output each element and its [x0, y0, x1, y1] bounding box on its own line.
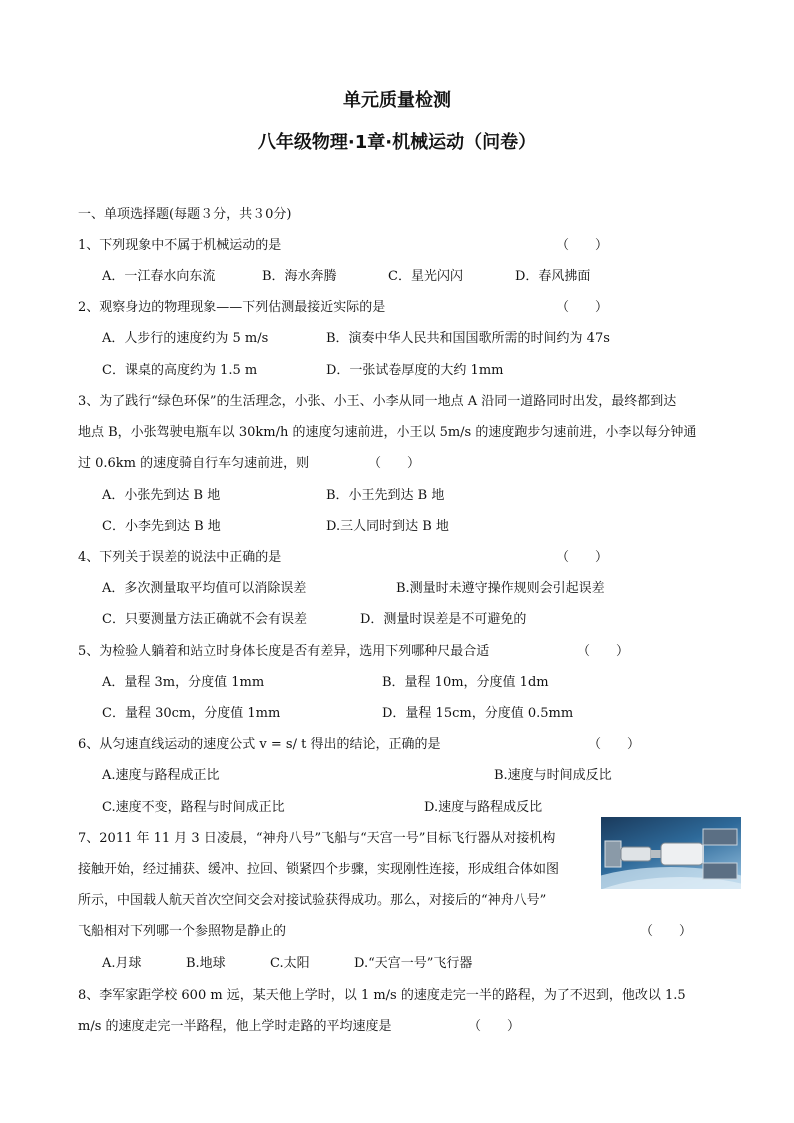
- question-4-option-a: A．多次测量取平均值可以消除误差: [102, 581, 307, 596]
- question-7-text-line-3: 所示，中国载人航天首次空间交会对接试验获得成功。那么，对接后的“神舟八号”: [78, 893, 547, 908]
- question-2-text: 2、观察身边的物理现象——下列估测最接近实际的是: [78, 300, 386, 315]
- question-3-option-b: B．小王先到达 B 地: [326, 488, 445, 503]
- question-7-option-a: A.月球: [102, 956, 142, 971]
- docking-port-shape: [651, 850, 661, 858]
- question-6-option-d: D.速度与路程成反比: [424, 800, 543, 815]
- question-5-text: 5、为检验人躺着和站立时身体长度是否有差异，选用下列哪种尺最合适: [78, 644, 490, 659]
- page-subtitle: 八年级物理·1章·机械运动（问卷）: [257, 132, 537, 153]
- question-7-option-c: C.太阳: [270, 956, 310, 971]
- question-3-text-line-2: 地点 B，小张驾驶电瓶车以 30km/h 的速度匀速前进，小王以 5m/s 的速度跑步匀速前进，小李以每分钟通: [78, 425, 697, 440]
- solar-panel-right-bottom-shape: [703, 863, 737, 879]
- question-1-option-c: C．星光闪闪: [388, 269, 463, 284]
- question-3-option-c: C．小李先到达 B 地: [102, 519, 221, 534]
- section-heading: 一、单项选择题(每题３分，共３0分): [78, 207, 292, 222]
- question-4-answer-blank: （ ）: [556, 550, 609, 565]
- question-5-option-c: C．量程 30cm，分度值 1mm: [102, 706, 281, 721]
- question-7-option-b: B.地球: [186, 956, 226, 971]
- question-1-option-a: A．一江春水向东流: [102, 269, 216, 284]
- question-7-option-d: D.“天宫一号”飞行器: [354, 956, 473, 971]
- question-6-option-b: B.速度与时间成反比: [494, 768, 612, 783]
- question-1-option-d: D．春风拂面: [515, 269, 591, 284]
- question-7-text-line-2: 接触开始，经过捕获、缓冲、拉回、锁紧四个步骤，实现刚性连接，形成组合体如图: [78, 862, 560, 877]
- page-title: 单元质量检测: [343, 90, 451, 111]
- shenzhou-8-shape: [621, 847, 651, 861]
- question-3-text-line-3: 过 0.6km 的速度骑自行车匀速前进，则: [78, 456, 310, 471]
- question-2-option-a: A．人步行的速度约为 5 m/s: [102, 331, 269, 346]
- question-8-answer-blank: （ ）: [468, 1019, 521, 1034]
- question-2-option-c: C．课桌的高度约为 1.5 m: [102, 363, 258, 378]
- question-6-text: 6、从匀速直线运动的速度公式 v = s/ t 得出的结论，正确的是: [78, 737, 441, 752]
- question-6-answer-blank: （ ）: [588, 737, 641, 752]
- question-4-option-c: C．只要测量方法正确就不会有误差: [102, 612, 307, 627]
- question-8-text-line-1: 8、李军家距学校 600 m 远，某天他上学时，以 1 m/s 的速度走完一半的路程，为了不迟到，他改以 1.5: [78, 988, 686, 1003]
- question-8-text-line-2: m/s 的速度走完一半路程，他上学时走路的平均速度是: [78, 1019, 392, 1034]
- question-2-answer-blank: （ ）: [556, 300, 609, 315]
- question-7-text-line-1: 7、2011 年 11 月 3 日凌晨，“神舟八号”飞船与“天宫一号”目标飞行器从对接机构: [78, 831, 556, 846]
- question-6-option-c: C.速度不变，路程与时间成正比: [102, 800, 285, 815]
- question-3-answer-blank: （ ）: [368, 456, 421, 471]
- question-4-option-d: D．测量时误差是不可避免的: [360, 612, 527, 627]
- spacecraft-docking-photo-icon: [601, 817, 741, 889]
- solar-panel-left-shape: [605, 841, 621, 867]
- solar-panel-right-top-shape: [703, 829, 737, 845]
- question-7-text-line-4: 飞船相对下列哪一个参照物是静止的: [78, 924, 287, 939]
- question-4-text: 4、下列关于误差的说法中正确的是: [78, 550, 282, 565]
- question-4-option-b: B.测量时未遵守操作规则会引起误差: [396, 581, 605, 596]
- question-1-text: 1、下列现象中不属于机械运动的是: [78, 238, 282, 253]
- question-7-answer-blank: （ ）: [640, 924, 693, 939]
- question-3-text-line-1: 3、为了践行“绿色环保”的生活理念，小张、小王、小李从同一地点 A 沿同一道路同时出发，最终都到达: [78, 394, 677, 409]
- question-6-option-a: A.速度与路程成正比: [102, 768, 220, 783]
- question-1-option-b: B．海水奔腾: [262, 269, 337, 284]
- question-5-option-b: B．量程 10m，分度值 1dm: [382, 675, 549, 690]
- question-2-option-d: D．一张试卷厚度的大约 1mm: [326, 363, 504, 378]
- question-3-option-a: A．小张先到达 B 地: [102, 488, 221, 503]
- question-5-option-d: D．量程 15cm，分度值 0.5mm: [382, 706, 574, 721]
- question-5-answer-blank: （ ）: [577, 644, 630, 659]
- question-3-option-d: D.三人同时到达 B 地: [326, 519, 449, 534]
- question-2-option-b: B．演奏中华人民共和国国歌所需的时间约为 47s: [326, 331, 610, 346]
- question-1-answer-blank: （ ）: [556, 238, 609, 253]
- tiangong-1-shape: [661, 843, 703, 865]
- spacecraft-docking-illustration: [601, 817, 741, 889]
- question-5-option-a: A．量程 3m，分度值 1mm: [102, 675, 265, 690]
